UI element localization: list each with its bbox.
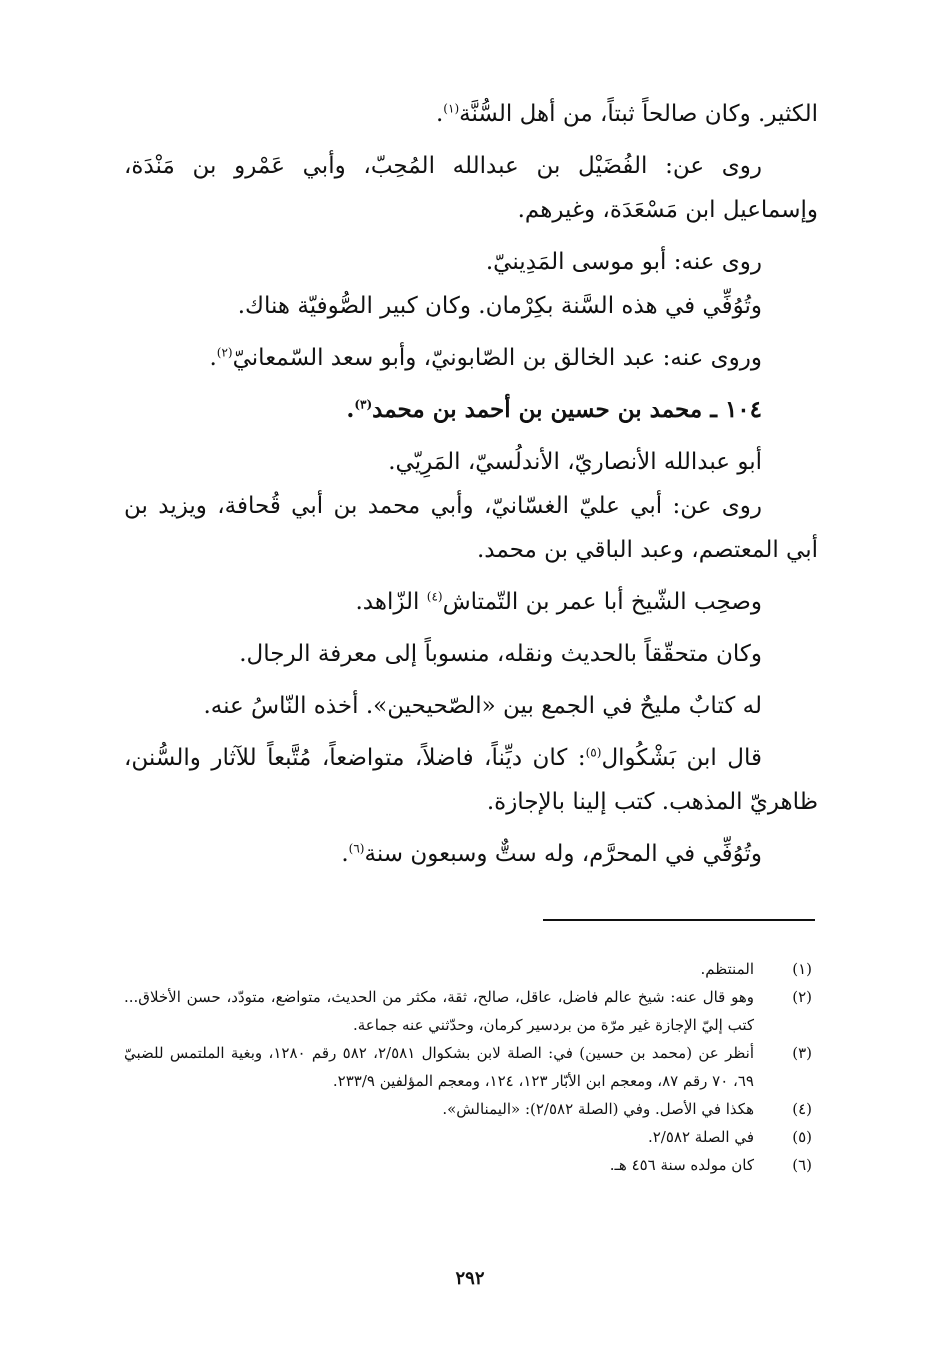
text-span: وتُوُفِّي في المحرَّم، وله ستٌّ وسبعون سنة <box>364 841 762 867</box>
footnote-ref[interactable]: (٤) <box>426 589 443 604</box>
main-text <box>124 92 818 884</box>
footnote-text: كان مولده سنة ٤٥٦ هـ. <box>609 1156 754 1174</box>
footnote-ref[interactable]: (٥) <box>585 745 602 760</box>
text-span: وروى عنه: عبد الخالق بن الصّابونيّ، وأبو سعد السّمعانيّ <box>232 345 762 371</box>
paragraph-10: وكان متحقّقاً بالحديث ونقله، منسوباً إلى معرفة الرجال. <box>239 641 762 667</box>
text-span: الكثير. وكان صالحاً ثبتاً، من أهل السُّنَّة <box>459 101 818 127</box>
paragraph-12 <box>124 736 818 824</box>
text-span: الزّاهد. <box>355 589 427 615</box>
footnote-5 <box>124 1123 818 1151</box>
paragraph-4: وتُوُفِّي في هذه السَّنة بكِرْمان. وكان كبير الصُّوفيّة هناك. <box>237 293 762 319</box>
footnote-number: (١) <box>792 960 812 978</box>
footnote-number: (٥) <box>792 1128 812 1146</box>
footnote-number: (٢) <box>792 988 812 1006</box>
paragraph-3: روى عنه: أبو موسى المَدِينيّ. <box>485 249 762 275</box>
text-span: روى عن: أبي عليّ الغسّانيّ، وأبي محمد بن أبي قُحافة، ويزيد بن أبي المعتصم، وعبد الباقي بن محمد. <box>124 493 818 563</box>
text-span: . <box>435 101 444 127</box>
footnote-text: المنتظم. <box>700 960 754 978</box>
footnote-divider <box>543 919 815 921</box>
text-span: : كان ديِّناً، فاضلاً، متواضعاً، مُتَّبعاً للآثار والسُّنن، ظاهريّ المذهب. كتب إلينا بالإجازة. <box>124 745 818 815</box>
footnote-2 <box>124 983 818 1039</box>
footnote-text: وهو قال عنه: شيخ عالم فاضل، عاقل، صالح، ثقة، مكثر من الحديث، متواضع، متودّد، حسن الأخلاق... كتب إليّ الإجازة غير مرّة من بردسير كرمان، وحدّثني عنه جماعة. <box>124 988 754 1034</box>
page-number: ٢٩٢ <box>455 1268 485 1289</box>
entry-heading <box>124 388 818 432</box>
footnote-text: هكذا في الأصل. وفي (الصلة ٢/٥٨٢): «اليمنالش». <box>442 1100 754 1118</box>
text-span: . <box>341 841 349 867</box>
paragraph-2 <box>124 144 818 232</box>
footnote-4 <box>124 1095 818 1123</box>
footnote-ref[interactable]: (٣) <box>354 397 373 412</box>
footnote-number: (٦) <box>792 1156 812 1174</box>
entry-number: ١٠٤ ـ <box>710 396 762 423</box>
text-span: . <box>209 345 217 371</box>
text-span: روى عن: الفُضَيْل بن عبدالله المُحِبّ، وأبي عَمْرو بن مَنْدَة، وإسماعيل ابن مَسْعَدَة، وغيرهم. <box>124 153 818 223</box>
paragraph-5 <box>124 336 818 380</box>
footnote-ref[interactable]: (١) <box>443 101 460 116</box>
text-span: وصحِب الشّيخ أبا عمر بن التّمتاش <box>442 589 762 615</box>
footnote-text: في الصلة ٢/٥٨٢. <box>647 1128 754 1146</box>
paragraph-13 <box>124 832 818 876</box>
paragraph-7: أبو عبدالله الأنصاريّ، الأندلُسيّ، المَرِيّي. <box>388 449 762 475</box>
footnote-ref[interactable]: (٦) <box>348 841 365 856</box>
footnote-1 <box>124 955 818 983</box>
text-span: . <box>346 396 355 423</box>
footnotes <box>124 955 818 1179</box>
footnote-text: أنظر عن (محمد بن حسين) في: الصلة لابن بشكوال ٢/٥٨١، ٥٨٢ رقم ١٢٨٠، وبغية الملتمس للضبيّ ٦٩، ٧٠ رقم ٨٧، ومعجم ابن الأبّار ١٢٣، ١٢٤، ومعجم المؤلفين ٢٣٣/٩. <box>124 1044 755 1090</box>
paragraph-8 <box>124 484 818 572</box>
text-span: قال ابن بَشْكُوال <box>601 745 762 771</box>
footnote-3 <box>124 1039 818 1095</box>
footnote-number: (٣) <box>792 1044 812 1062</box>
entry-title: محمد بن حسين بن أحمد بن محمد <box>372 396 703 423</box>
footnote-ref[interactable]: (٢) <box>216 345 233 360</box>
paragraph-11: له كتابٌ مليحٌ في الجمع بين «الصّحيحين». أخذه النّاسُ عنه. <box>203 693 762 719</box>
paragraph-9 <box>124 580 818 624</box>
footnote-6 <box>124 1151 818 1179</box>
paragraph-1 <box>124 92 818 136</box>
footnote-number: (٤) <box>792 1100 812 1118</box>
